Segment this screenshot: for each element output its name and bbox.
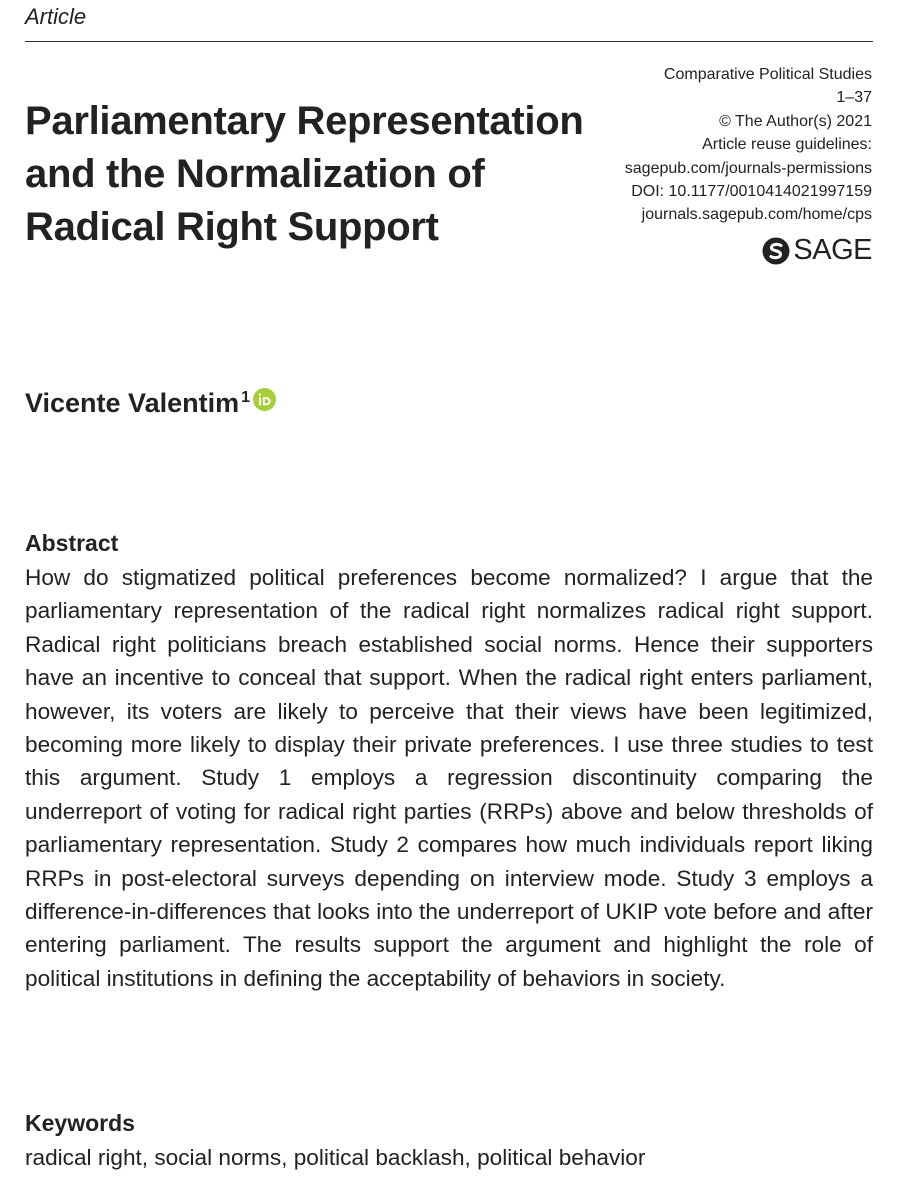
author-name: Vicente Valentim	[25, 388, 240, 418]
journal-home-link[interactable]: journals.sagepub.com/home/cps	[641, 206, 872, 224]
keywords-list: radical right, social norms, political backlash, political behavior	[25, 1145, 646, 1170]
header-divider	[25, 41, 873, 42]
journal-name: Comparative Political Studies	[663, 66, 872, 83]
copyright-notice: © The Author(s) 2021	[719, 112, 872, 130]
affiliation-marker: 1	[241, 389, 251, 406]
sage-logo-text: SAGE	[793, 234, 872, 266]
reuse-guidelines-label: Article reuse guidelines:	[702, 136, 872, 154]
orcid-icon[interactable]	[253, 388, 276, 411]
sage-publisher-logo	[761, 234, 872, 267]
reuse-guidelines-link[interactable]: sagepub.com/journals-permissions	[624, 159, 872, 177]
page-range: 1–37	[836, 89, 872, 107]
journal-metadata	[542, 63, 872, 227]
author-line	[25, 388, 276, 419]
doi[interactable]: DOI: 10.1177/0010414021997159	[631, 183, 872, 201]
abstract-text: How do stigmatized political preferences become normalized? I argue that the parliamentary representation of the radical right normalizes radical right support. Radical right politicians breach established social norms. Hence their supporters have an incentive to conceal that support. When the radical right enters parliament, however, its voters are likely to perceive that their views have been legitimized, becoming more likely to display their private preferences. I use three studies to test this argument. Study 1 employs a regression discontinuity comparing the underreport of voting for radical right parties (RRPs) above and below thresholds of parliamentary representation. Study 2 compares how much individuals report liking RRPs in post-electoral surveys depending on interview mode. Study 3 employs a difference-in-differences that looks into the underreport of UKIP vote before and after entering parliament. The results support the argument and highlight the role of political institutions in defining the acceptability of behaviors in society.	[25, 565, 873, 991]
article-type-label: Article	[25, 4, 87, 29]
sage-swirl-icon	[761, 236, 791, 266]
abstract-heading: Abstract	[25, 530, 119, 556]
paper-title: Parliamentary Representation and the Normalization of Radical Right Support	[25, 99, 584, 249]
keywords-heading: Keywords	[25, 1110, 135, 1136]
